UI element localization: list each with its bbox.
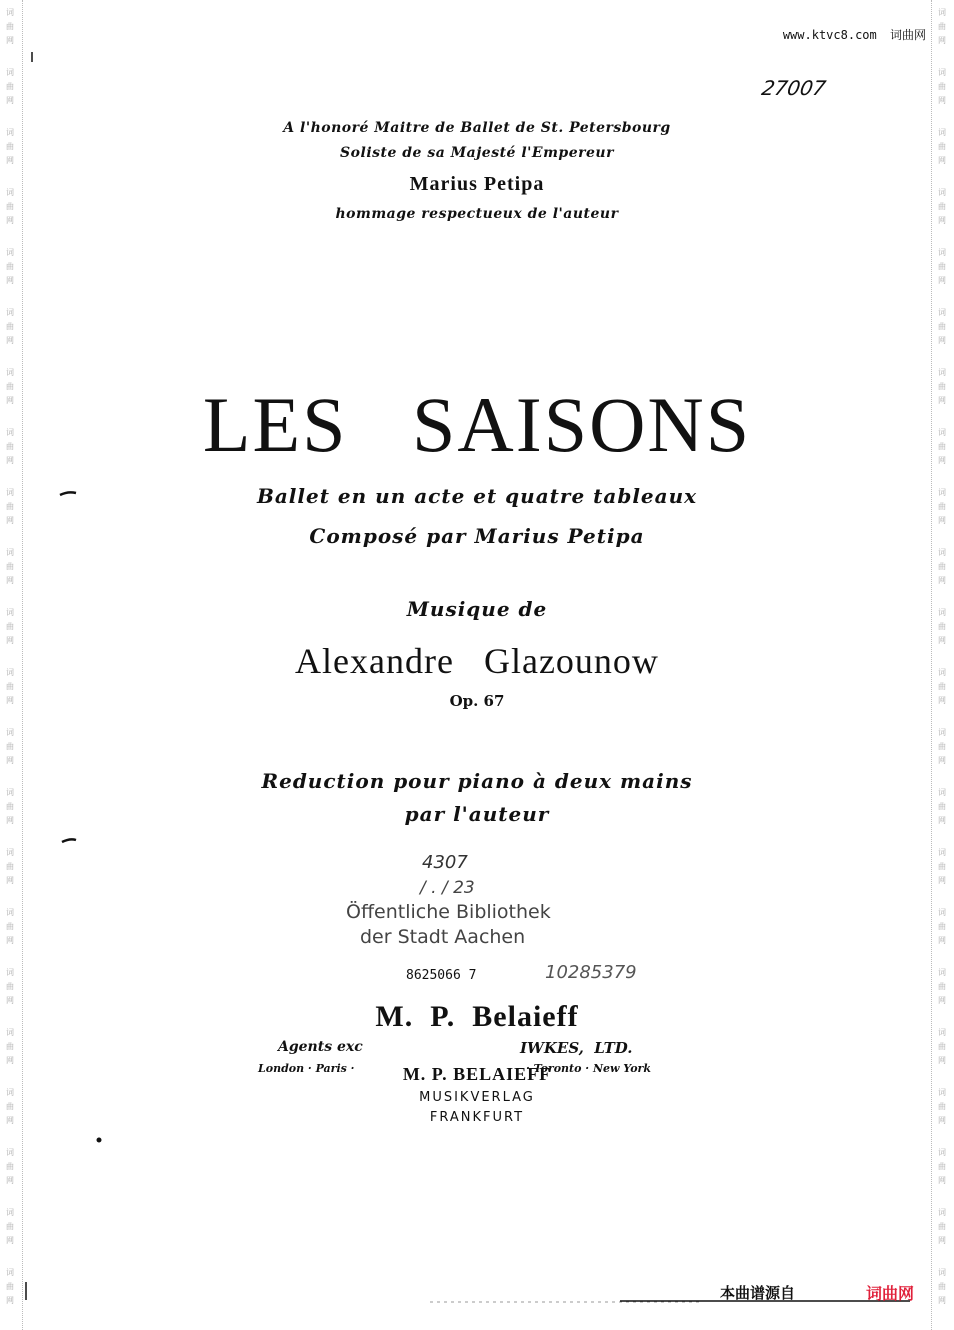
watermark-glyph: 曲: [6, 202, 14, 211]
watermark-glyph: 网: [6, 936, 14, 945]
cities-right: · Toronto · New York: [526, 1062, 651, 1075]
watermark-glyph: 词: [938, 488, 946, 497]
dedication-line1: A l'honoré Maitre de Ballet de St. Petersbourg: [283, 120, 671, 136]
watermark-glyph: 曲: [6, 442, 14, 451]
watermark-glyph: 词: [938, 1208, 946, 1217]
watermark-glyph: 词: [938, 908, 946, 917]
watermark-glyph: 曲: [938, 922, 946, 931]
watermark-glyph: 网: [938, 396, 946, 405]
watermark-glyph: 网: [938, 516, 946, 525]
watermark-glyph: 曲: [938, 742, 946, 751]
dedication-line2: Soliste de sa Majesté l'Empereur: [340, 145, 614, 161]
watermark-glyph: 词: [6, 1148, 14, 1157]
watermark-glyph: 曲: [6, 1042, 14, 1051]
site-url[interactable]: www.ktvc8.com: [782, 28, 877, 42]
watermark-glyph: 曲: [938, 502, 946, 511]
watermark-glyph: 曲: [6, 922, 14, 931]
watermark-glyph: 网: [938, 636, 946, 645]
watermark-glyph: 词: [938, 428, 946, 437]
watermark-glyph: 网: [938, 336, 946, 345]
handwritten-number: 27007: [759, 76, 828, 100]
watermark-glyph: 词: [938, 728, 946, 737]
watermark-glyph: 网: [938, 36, 946, 45]
watermark-glyph: 网: [6, 1296, 14, 1305]
watermark-glyph: 网: [6, 336, 14, 345]
watermark-glyph: 网: [938, 936, 946, 945]
watermark-glyph: 曲: [6, 322, 14, 331]
watermark-glyph: 词: [6, 1088, 14, 1097]
watermark-glyph: 网: [938, 996, 946, 1005]
watermark-glyph: 词: [938, 368, 946, 377]
watermark-glyph: 曲: [6, 562, 14, 571]
watermark-glyph: 词: [938, 968, 946, 977]
agents-right: IWKES, LTD.: [520, 1039, 633, 1057]
composer-name: Alexandre Glazounow: [295, 641, 659, 681]
dedication-name: Marius Petipa: [409, 173, 545, 195]
watermark-glyph: 词: [6, 308, 14, 317]
watermark-glyph: 词: [938, 1088, 946, 1097]
watermark-glyph: 曲: [6, 22, 14, 31]
watermark-glyph: 网: [6, 756, 14, 765]
watermark-glyph: 曲: [6, 862, 14, 871]
music-by-label: Musique de: [406, 597, 548, 621]
library-stamp-line2: der Stadt Aachen: [360, 926, 526, 948]
watermark-glyph: 曲: [938, 262, 946, 271]
watermark-glyph: 词: [938, 8, 946, 17]
watermark-glyph: 网: [938, 1236, 946, 1245]
watermark-glyph: 词: [938, 548, 946, 557]
watermark-glyph: 曲: [938, 322, 946, 331]
library-stamp-line1: Öffentliche Bibliothek: [346, 901, 551, 923]
watermark-glyph: 网: [938, 276, 946, 285]
watermark-glyph: 曲: [6, 802, 14, 811]
opus-number: Op. 67: [449, 692, 505, 710]
watermark-glyph: 曲: [938, 1162, 946, 1171]
watermark-glyph: 曲: [938, 1102, 946, 1111]
watermark-glyph: 网: [6, 456, 14, 465]
watermark-glyph: 网: [938, 576, 946, 585]
watermark-glyph: 词: [6, 668, 14, 677]
watermark-glyph: 网: [938, 156, 946, 165]
watermark-glyph: 网: [938, 696, 946, 705]
watermark-glyph: 网: [6, 576, 14, 585]
watermark-glyph: 词: [6, 728, 14, 737]
watermark-glyph: 网: [938, 96, 946, 105]
watermark-glyph: 词: [6, 908, 14, 917]
catalog-number: 8625066 7: [406, 968, 477, 983]
subtitle-line1: Ballet en un acte et quatre tableaux: [256, 484, 698, 508]
watermark-glyph: 词: [938, 848, 946, 857]
watermark-glyph: 网: [6, 996, 14, 1005]
cities-left: London · Paris ·: [258, 1062, 355, 1075]
watermark-glyph: 曲: [938, 802, 946, 811]
watermark-glyph: 曲: [6, 742, 14, 751]
watermark-glyph: 曲: [938, 682, 946, 691]
watermark-glyph: 词: [6, 128, 14, 137]
watermark-glyph: 词: [938, 308, 946, 317]
watermark-glyph: 曲: [6, 382, 14, 391]
watermark-glyph: 网: [6, 1176, 14, 1185]
watermark-glyph: 曲: [938, 1282, 946, 1291]
watermark-glyph: 词: [938, 1148, 946, 1157]
watermark-glyph: 曲: [6, 1282, 14, 1291]
watermark-glyph: 网: [6, 1056, 14, 1065]
watermark-glyph: 曲: [6, 1222, 14, 1231]
watermark-glyph: 网: [6, 1236, 14, 1245]
watermark-glyph: 词: [938, 68, 946, 77]
watermark-glyph: 网: [6, 36, 14, 45]
watermark-glyph: 曲: [6, 1102, 14, 1111]
publisher-stamp-name: M. P. BELAIEFF: [402, 1064, 552, 1084]
publisher-stamp-line3: FRANKFURT: [429, 1110, 525, 1125]
watermark-glyph: 网: [938, 1116, 946, 1125]
watermark-glyph: 词: [6, 788, 14, 797]
watermark-glyph: 曲: [6, 682, 14, 691]
stamp-handwritten-1: 4307: [422, 852, 468, 873]
reduction-line1: Reduction pour piano à deux mains: [261, 769, 693, 793]
watermark-glyph: 词: [6, 968, 14, 977]
site-name: 词曲网: [889, 28, 926, 42]
watermark-glyph: 曲: [938, 982, 946, 991]
watermark-glyph: 词: [6, 428, 14, 437]
watermark-glyph: 网: [938, 816, 946, 825]
watermark-glyph: 曲: [938, 562, 946, 571]
watermark-glyph: 曲: [6, 262, 14, 271]
watermark-glyph: 网: [6, 156, 14, 165]
watermark-glyph: 词: [6, 1208, 14, 1217]
watermark-glyph: 曲: [938, 1222, 946, 1231]
watermark-glyph: 网: [6, 636, 14, 645]
publisher-name: M. P. Belaieff: [375, 1000, 579, 1033]
watermark-glyph: 词: [938, 248, 946, 257]
subtitle-line2: Composé par Marius Petipa: [309, 524, 645, 548]
page-title: LES SAISONS: [202, 381, 752, 468]
watermark-glyph: 网: [6, 96, 14, 105]
watermark-glyph: 词: [6, 488, 14, 497]
watermark-glyph: 曲: [938, 82, 946, 91]
watermark-glyph: 词: [6, 608, 14, 617]
watermark-glyph: 网: [938, 216, 946, 225]
watermark-glyph: 曲: [938, 442, 946, 451]
watermark-glyph: 曲: [938, 1042, 946, 1051]
watermark-glyph: 词: [938, 188, 946, 197]
watermark-glyph: 词: [6, 548, 14, 557]
watermark-glyph: 网: [6, 816, 14, 825]
watermark-glyph: 词: [938, 1268, 946, 1277]
watermark-glyph: 网: [6, 1116, 14, 1125]
watermark-glyph: 曲: [938, 22, 946, 31]
watermark-glyph: 网: [6, 216, 14, 225]
watermark-glyph: 词: [6, 1028, 14, 1037]
watermark-glyph: 网: [938, 456, 946, 465]
watermark-glyph: 曲: [938, 622, 946, 631]
watermark-glyph: 网: [938, 1176, 946, 1185]
watermark-glyph: 词: [938, 788, 946, 797]
watermark-glyph: 网: [938, 756, 946, 765]
handwritten-catalog: 10285379: [545, 962, 637, 983]
agents-left: Agents exc: [278, 1039, 363, 1055]
watermark-glyph: 曲: [938, 142, 946, 151]
watermark-glyph: 网: [938, 1296, 946, 1305]
watermark-glyph: 网: [6, 276, 14, 285]
watermark-glyph: 曲: [6, 982, 14, 991]
watermark-glyph: 词: [938, 1028, 946, 1037]
reduction-line2: par l'auteur: [404, 802, 550, 826]
watermark-glyph: 词: [6, 68, 14, 77]
watermark-glyph: 词: [6, 368, 14, 377]
watermark-glyph: 网: [6, 876, 14, 885]
publisher-stamp-line2: MUSIKVERLAG: [419, 1090, 535, 1105]
watermark-glyph: 词: [938, 668, 946, 677]
watermark-glyph: 曲: [938, 382, 946, 391]
watermark-glyph: 词: [938, 128, 946, 137]
watermark-glyph: 词: [938, 608, 946, 617]
watermark-glyph: 网: [6, 516, 14, 525]
watermark-glyph: 词: [6, 248, 14, 257]
watermark-glyph: 曲: [938, 202, 946, 211]
watermark-glyph: 词: [6, 188, 14, 197]
footer-source-label: 本曲谱源自: [720, 1284, 796, 1302]
watermark-glyph: 网: [938, 1056, 946, 1065]
watermark-glyph: 网: [6, 696, 14, 705]
watermark-glyph: 网: [6, 396, 14, 405]
watermark-glyph: 曲: [6, 142, 14, 151]
watermark-glyph: 曲: [6, 622, 14, 631]
watermark-glyph: 曲: [6, 82, 14, 91]
footer-site-name[interactable]: 词曲网: [866, 1284, 915, 1303]
watermark-glyph: 词: [6, 848, 14, 857]
watermark-glyph: 曲: [938, 862, 946, 871]
watermark-glyph: 词: [6, 8, 14, 17]
watermark-glyph: 曲: [6, 502, 14, 511]
dedication-line4: hommage respectueux de l'auteur: [335, 206, 619, 222]
watermark-glyph: 词: [6, 1268, 14, 1277]
stamp-handwritten-2: / . / 23: [420, 878, 475, 898]
watermark-glyph: 曲: [6, 1162, 14, 1171]
watermark-glyph: 网: [938, 876, 946, 885]
